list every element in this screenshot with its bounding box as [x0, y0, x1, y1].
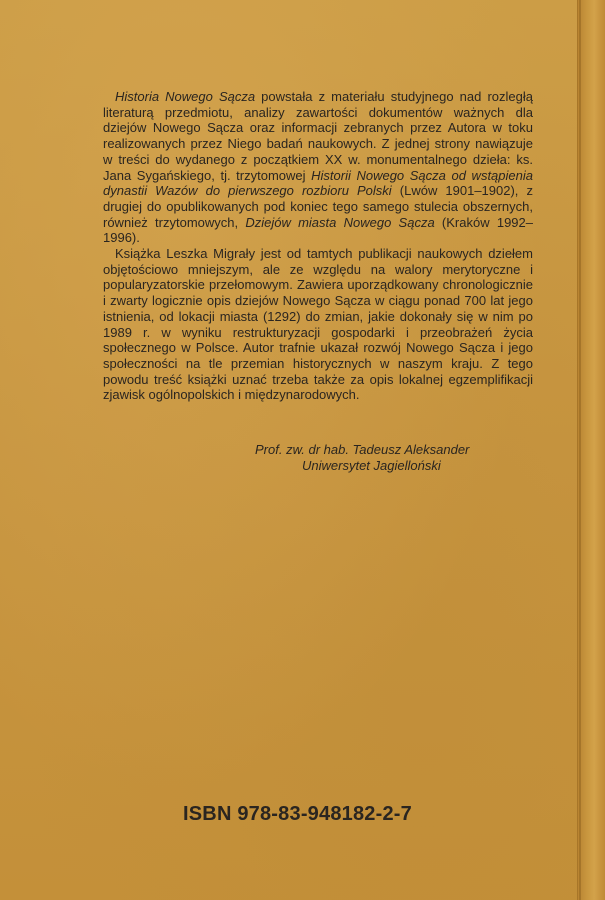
book-title-italic: Historia Nowego Sącza	[115, 89, 256, 104]
spine-crease	[579, 0, 581, 900]
blurb-text-segment: powstała z materiału studyjnego nad rozległą literaturą przedmiotu, analizy zawartości dokumentów ważnych dla dziejów Nowego Sącza oraz informacji zebranych przez Autora w toku realizowanych przez Niego badań naukowych. Z jednej strony nawiązuje w treści do wydanego z początkiem XX w. monumentalnego dzieła: ks. Jana Sygańskiego, tj. trzytomowej	[103, 89, 533, 183]
blurb-text-segment: (Kraków 1992–1996).	[103, 214, 533, 246]
reviewer-name: Prof. zw. dr hab. Tadeusz Aleksander	[255, 442, 470, 457]
blurb-text	[103, 89, 533, 403]
blurb-paragraph-1	[103, 89, 533, 246]
blurb-text-segment: (Lwów 1901–1902), z drugiej do opublikowanych pod koniec tego samego stulecia obszernych, również trzytomowych,	[103, 183, 533, 230]
reviewer-affiliation: Uniwersytet Jagielloński	[302, 458, 441, 473]
spine-edge	[577, 0, 605, 900]
reviewer-signature	[255, 442, 469, 474]
blurb-paragraph-2: Książka Leszka Migrały jest od tamtych publikacji naukowych dziełem objętościowo mniejszym, ale ze względu na walory merytoryczne i popularyzatorskie przełomowym. Zawiera uporządkowany chronologicznie i zwarty logicznie opis dziejów Nowego Sącza w ciągu ponad 700 lat jego istnienia, od lokacji miasta (1292) do zmian, jakie dokonały się w nim po 1989 r. w wyniku restrukturyzacji gospodarki i przeobrażeń życia społecznego w Polsce. Autor trafnie ukazał rozwój Nowego Sącza i jego społeczności na tle przemian historycznych w naszym kraju. Z tego powodu treść książki uznać trzeba także za opis lokalnej egzemplifikacji zjawisk ogólnopolskich i międzynarodowych.	[103, 246, 533, 403]
isbn-number: ISBN 978-83-948182-2-7	[183, 803, 412, 825]
cited-work-italic: Dziejów miasta Nowego Sącza	[245, 214, 435, 230]
cited-work-italic: Historii Nowego Sącza od wstąpienia dynastii Wazów do pierwszego rozbioru Polski	[103, 167, 533, 199]
